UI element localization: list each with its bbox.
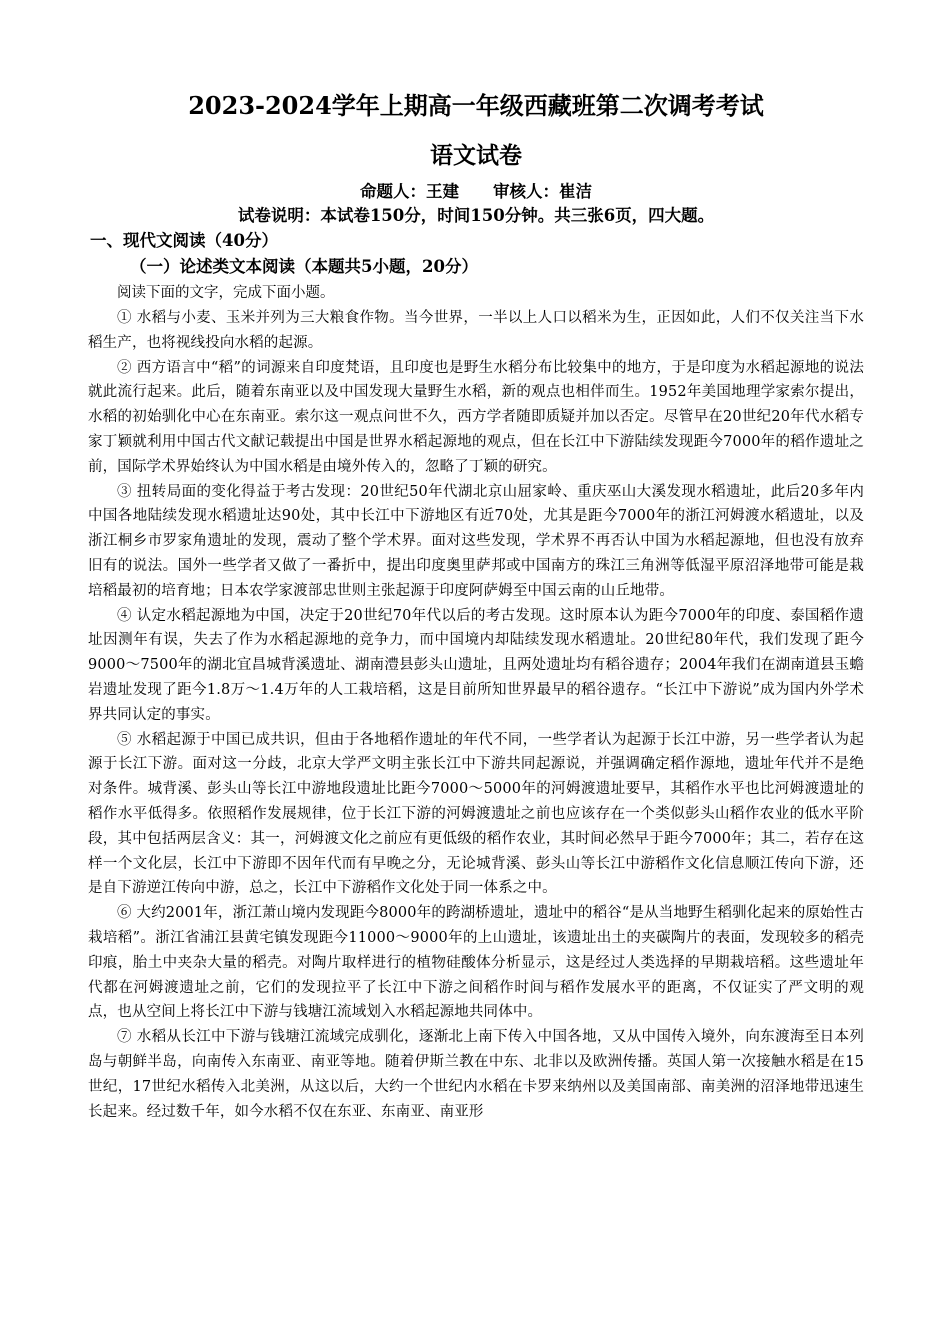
paragraph-2: ② 西方语言中“稻”的词源来自印度梵语，且印度也是野生水稻分布比较集中的地方，于是印度为水稻起源地的说法就此流行起来。此后，随着东南亚以及中国发现大量野生水稻，新的观点也相伴而生。1952年美国地理学家索尔提出，水稻的初始驯化中心在东南亚。索尔这一观点问世不久，西方学者随即质疑并加以否定。尽管早在20世纪20年代水稻专家丁颖就利用中国古代文献记载提出中国是世界水稻起源地的观点，但在长江中下游陆续发现距今7000年的稻作遗址之前，国际学术界始终认为中国水稻是由境外传入的，忽略了丁颖的研究。 <box>88 359 864 475</box>
section-heading: 一、现代文阅读（40分） <box>90 231 278 250</box>
paragraph-7: ⑦ 水稻从长江中下游与钱塘江流域完成驯化，逐渐北上南下传入中国各地，又从中国传入境外，向东渡海至日本列岛与朝鲜半岛，向南传入东南亚、南亚等地。随着伊斯兰教在中东、北非以及欧洲传播。英国人第一次接触水稻是在15世纪，17世纪水稻传入北美洲，从这以后，大约一个世纪内水稻在卡罗来纳州以及美国南部、南美洲的沼泽地带迅速生长起来。经过数千年，如今水稻不仅在东亚、东南亚、南亚形 <box>88 1029 864 1120</box>
author-line: 命题人：王建 <box>360 182 459 201</box>
paragraph-5: ⑤ 水稻起源于中国已成共识，但由于各地稻作遗址的年代不同，一些学者认为起源于长江中游，另一些学者认为起源于长江下游。面对这一分歧，北京大学严文明主张长江中下游共同起源说，并强调确定稻作源地，遗址年代并不是绝对条件。城背溪、彭头山等长江中游地段遗址比距今7000～5000年的河姆渡遗址要早，其稻作水平也比河姆渡遗址的稻作水平低得多。依照稻作发展规律，位于长江下游的河姆渡遗址之前也应该存在一个类似彭头山稻作农业的低水平阶段，其中包括两层含义：其一，河姆渡文化之前应有更低级的稻作农业，其时间必然早于距今7000年；其二，若存在这样一个文化层，长江中下游即不因年代而有早晚之分，无论城背溪、彭头山等长江中游稻作文化信息顺江传向下游，还是自下游逆江传向中游，总之，长江中下游稻作文化处于同一体系之中。 <box>88 731 864 897</box>
exam-title: 2023-2024学年上期高一年级西藏班第二次调考考试 <box>188 91 764 120</box>
exam-instructions: 试卷说明：本试卷150分，时间150分钟。共三张6页，四大题。 <box>237 206 715 225</box>
exam-page <box>88 86 864 1124</box>
paragraph-6: ⑥ 大约2001年，浙江萧山境内发现距今8000年的跨湖桥遗址，遗址中的稻谷“是从当地野生稻驯化起来的原始性古栽培稻”。浙江省浦江县黄宅镇发现距今11000～9000年的上山遗址，该遗址出土的夹碳陶片的表面，发现较多的稻壳印痕，胎土中夹杂大量的稻壳。对陶片取样进行的植物硅酸体分析显示，这是经过人类选择的早期栽培稻。这些遗址年代都在河姆渡遗址之前，它们的发现拉平了长江中下游之间稻作时间与稻作发展水平的距离，不仅证实了严文明的观点，也从空间上将长江中下游与钱塘江流域划入水稻起源地共同体中。 <box>88 905 864 1021</box>
reading-instruction: 阅读下面的文字，完成下面小题。 <box>117 285 335 301</box>
paragraph-1: ① 水稻与小麦、玉米并列为三大粮食作物。当今世界，一半以上人口以稻米为生，正因如此，人们不仅关注当下水稻生产，也将视线投向水稻的起源。 <box>88 310 864 351</box>
paragraph-4: ④ 认定水稻起源地为中国，决定于20世纪70年代以后的考古发现。这时原本认为距今7000年的印度、泰国稻作遗址因测年有误，失去了作为水稻起源地的竞争力，而中国境内却陆续发现水稻遗址。20世纪80年代，我们发现了距今9000～7500年的湖北宜昌城背溪遗址、湖南澧县彭头山遗址，且两处遗址均有稻谷遗存；2004年我们在湖南道县玉蟾岩遗址发现了距今1.8万～1.4万年的人工栽培稻，这是目前所知世界最早的稻谷遗存。“长江中下游说”成为国内外学术界共同认定的事实。 <box>88 607 864 723</box>
paragraph-3: ③ 扭转局面的变化得益于考古发现：20世纪50年代湖北京山屈家岭、重庆巫山大溪发现水稻遗址，此后20多年内中国各地陆续发现水稻遗址达90处，其中长江中下游地区有近70处，尤其是距今7000年的浙江河姆渡水稻遗址，以及浙江桐乡市罗家角遗址的发现，震动了整个学术界。面对这些发现，学术界不再否认中国为水稻起源地，但也没有放弃旧有的说法。国外一些学者又做了一番折中，提出印度奥里萨邦或中国南方的珠江三角洲等低湿平原沼泽地带可能是栽培稻最初的培育地；日本农学家渡部忠世则主张起源于印度阿萨姆至中国云南的山丘地带。 <box>88 483 864 599</box>
author-reviewer-line <box>88 180 864 204</box>
section-subheading: （一）论述类文本阅读（本题共5小题，20分） <box>130 257 478 276</box>
exam-subtitle: 语文试卷 <box>430 142 522 169</box>
reviewer-line: 审核人：崔洁 <box>493 182 592 201</box>
